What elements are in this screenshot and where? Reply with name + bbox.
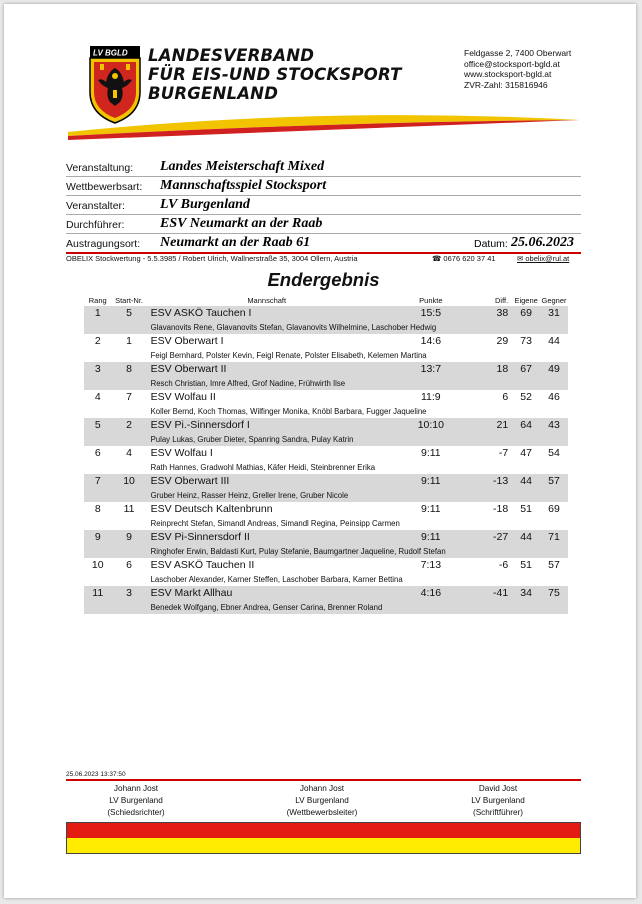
info-row bbox=[66, 177, 581, 196]
cell-start: 8 bbox=[111, 362, 146, 376]
cell-start: 9 bbox=[111, 530, 146, 544]
col-start: Start-Nr. bbox=[115, 296, 143, 305]
signature-name: David Jost bbox=[478, 784, 518, 793]
cell-diff: -6 bbox=[498, 559, 509, 571]
cell-team: ESV Oberwart I bbox=[150, 335, 224, 347]
cell-rank: 3 bbox=[84, 362, 111, 376]
empty-cell bbox=[84, 404, 147, 418]
cell-opp: 31 bbox=[540, 306, 568, 320]
players-list: Glavanovits Rene, Glavanovits Stefan, Glavanovits Wilhelmine, Laschober Hedwig bbox=[147, 320, 568, 334]
flag-yellow-stripe bbox=[67, 838, 580, 853]
cell-rank: 5 bbox=[84, 418, 111, 432]
info-row bbox=[66, 196, 581, 215]
results-table bbox=[84, 295, 568, 614]
cell-opp: 57 bbox=[540, 474, 568, 488]
cell-team: ESV Pi-Sinnersdorf II bbox=[147, 530, 387, 544]
cell-start: 1 bbox=[126, 335, 132, 347]
cell-rank: 4 bbox=[94, 391, 101, 403]
cell-start: 11 bbox=[123, 503, 135, 515]
signature-org: LV Burgenland bbox=[295, 796, 349, 805]
col-rank: Rang bbox=[88, 296, 107, 305]
cell-points: 4:16 bbox=[387, 586, 475, 600]
cell-opp: 71 bbox=[540, 530, 568, 544]
cell-points: 9:11 bbox=[420, 447, 441, 459]
cell-own: 51 bbox=[520, 559, 532, 571]
players-row bbox=[84, 600, 568, 614]
signature-referee bbox=[66, 783, 206, 819]
cell-own: 51 bbox=[520, 503, 532, 515]
players-list: Pulay Lukas, Gruber Dieter, Spanring Sandra, Pulay Katrin bbox=[147, 432, 568, 446]
contact-info bbox=[464, 48, 571, 90]
organization-name bbox=[148, 46, 402, 103]
col-points: Punkte bbox=[419, 296, 443, 305]
col-opp: Gegner bbox=[541, 296, 567, 305]
empty-cell bbox=[84, 516, 147, 530]
signature-org: LV Burgenland bbox=[109, 796, 163, 805]
cell-own: 47 bbox=[520, 447, 532, 459]
cell-rank: 10 bbox=[91, 559, 104, 571]
date-label: Datum: bbox=[474, 238, 508, 250]
players-row bbox=[84, 488, 568, 502]
cell-own: 67 bbox=[512, 362, 540, 376]
cell-diff: 6 bbox=[502, 391, 509, 403]
cell-rank: 2 bbox=[94, 335, 101, 347]
info-row bbox=[66, 234, 581, 254]
cell-start: 4 bbox=[126, 447, 132, 459]
info-label: Durchführer: bbox=[66, 219, 125, 231]
registration-number: ZVR-Zahl: 315816946 bbox=[464, 79, 548, 90]
cell-rank: 8 bbox=[94, 503, 101, 515]
cell-rank: 9 bbox=[84, 530, 111, 544]
players-row bbox=[84, 376, 568, 390]
players-row bbox=[84, 320, 568, 334]
table-row bbox=[84, 306, 568, 320]
cell-own: 44 bbox=[512, 530, 540, 544]
players-row bbox=[84, 348, 568, 362]
table-row bbox=[84, 362, 568, 376]
players-list: Ringhofer Erwin, Baldasti Kurt, Pulay Stefanie, Baumgartner Jaqueline, Rudolf Stefan bbox=[147, 544, 568, 558]
info-value: LV Burgenland bbox=[160, 197, 250, 212]
cell-opp: 43 bbox=[540, 418, 568, 432]
org-line: FÜR EIS-UND STOCKSPORT bbox=[148, 65, 402, 84]
address: Feldgasse 2, 7400 Oberwart bbox=[464, 48, 572, 58]
table-row bbox=[84, 586, 568, 600]
cell-opp: 75 bbox=[540, 586, 568, 600]
col-own: Eigene bbox=[514, 296, 538, 305]
cell-own: 52 bbox=[520, 391, 532, 403]
cell-opp: 44 bbox=[548, 335, 560, 347]
players-list: Reinprecht Stefan, Simandl Andreas, Simandl Regina, Peinsipp Carmen bbox=[150, 518, 400, 528]
cell-team: ESV Wolfau II bbox=[150, 391, 216, 403]
cell-points: 10:10 bbox=[387, 418, 475, 432]
empty-cell bbox=[84, 376, 147, 390]
cell-team: ESV ASKÖ Tauchen I bbox=[147, 306, 387, 320]
flag-red-stripe bbox=[67, 823, 580, 838]
empty-cell bbox=[84, 600, 147, 614]
empty-cell bbox=[84, 544, 147, 558]
cell-diff: -13 bbox=[475, 474, 512, 488]
cell-own: 69 bbox=[512, 306, 540, 320]
cell-own: 64 bbox=[512, 418, 540, 432]
players-list: Koller Bernd, Koch Thomas, Wilfinger Monika, Knöbl Barbara, Fugger Jaqueline bbox=[150, 406, 427, 416]
cell-own: 44 bbox=[512, 474, 540, 488]
cell-team: ESV ASKÖ Tauchen II bbox=[150, 559, 255, 571]
print-timestamp: 25.06.2023 13:37:50 bbox=[66, 771, 126, 778]
document-page bbox=[4, 4, 636, 898]
cell-rank: 6 bbox=[94, 447, 101, 459]
cell-diff: 21 bbox=[475, 418, 512, 432]
table-header-row bbox=[84, 295, 568, 306]
empty-cell bbox=[84, 320, 147, 334]
signature-role: (Schriftführer) bbox=[472, 808, 524, 817]
table-row bbox=[84, 558, 568, 572]
cell-points: 9:11 bbox=[387, 530, 475, 544]
info-value: Landes Meisterschaft Mixed bbox=[160, 159, 325, 174]
header-swoosh bbox=[64, 100, 584, 144]
table-row bbox=[84, 334, 568, 348]
date-value: 25.06.2023 bbox=[511, 235, 574, 250]
table-row bbox=[84, 502, 568, 516]
info-label: Wettbewerbsart: bbox=[66, 181, 143, 193]
info-value: Mannschaftsspiel Stocksport bbox=[160, 178, 327, 193]
cell-team: ESV Oberwart II bbox=[147, 362, 387, 376]
info-value: ESV Neumarkt an der Raab bbox=[160, 216, 323, 231]
org-line: LANDESVERBAND bbox=[148, 46, 315, 65]
burgenland-flag-bar bbox=[66, 822, 581, 854]
info-label: Veranstalter: bbox=[66, 200, 125, 212]
cell-points: 13:7 bbox=[387, 362, 475, 376]
signature-role: (Wettbewerbsleiter) bbox=[286, 808, 358, 817]
cell-start: 10 bbox=[111, 474, 146, 488]
software-line bbox=[66, 254, 581, 263]
cell-opp: 57 bbox=[548, 559, 560, 571]
cell-start: 6 bbox=[126, 559, 132, 571]
svg-text:LV BGLD: LV BGLD bbox=[93, 48, 128, 58]
cell-points: 9:11 bbox=[420, 503, 441, 515]
event-info bbox=[66, 158, 581, 254]
info-row bbox=[66, 158, 581, 177]
table-row bbox=[84, 446, 568, 460]
signature-name: Johann Jost bbox=[299, 784, 345, 793]
cell-team: ESV Pi.-Sinnersdorf I bbox=[147, 418, 387, 432]
cell-opp: 49 bbox=[540, 362, 568, 376]
cell-own: 34 bbox=[512, 586, 540, 600]
cell-start: 5 bbox=[111, 306, 146, 320]
signature-footer bbox=[66, 771, 581, 817]
signature-role: (Schiedsrichter) bbox=[107, 808, 165, 817]
players-list: Feigl Bernhard, Polster Kevin, Feigl Renate, Polster Elisabeth, Kelemen Martina bbox=[150, 350, 427, 360]
table-row bbox=[84, 418, 568, 432]
cell-opp: 46 bbox=[548, 391, 560, 403]
cell-points: 14:6 bbox=[420, 335, 442, 347]
cell-team: ESV Markt Allhau bbox=[147, 586, 387, 600]
cell-team: ESV Wolfau I bbox=[150, 447, 213, 459]
cell-diff: -7 bbox=[498, 447, 509, 459]
cell-team: ESV Oberwart III bbox=[147, 474, 387, 488]
players-row bbox=[84, 544, 568, 558]
cell-points: 7:13 bbox=[420, 559, 442, 571]
footer-divider bbox=[66, 779, 581, 781]
cell-points: 15:5 bbox=[387, 306, 475, 320]
software-email-link[interactable]: ✉ obelix@rul.at bbox=[517, 254, 570, 263]
cell-diff: 38 bbox=[475, 306, 512, 320]
results-title: Endergebnis bbox=[267, 269, 380, 290]
signature-org: LV Burgenland bbox=[471, 796, 525, 805]
info-row bbox=[66, 215, 581, 234]
players-row bbox=[84, 460, 568, 474]
players-list: Benedek Wolfgang, Ebner Andrea, Genser Carina, Brenner Roland bbox=[147, 600, 568, 614]
signature-competition-lead bbox=[252, 783, 392, 819]
phone-number: ☎ 0676 620 37 41 bbox=[432, 254, 496, 263]
signature-name: Johann Jost bbox=[113, 784, 159, 793]
empty-cell bbox=[84, 348, 147, 362]
table-row bbox=[84, 390, 568, 404]
cell-start: 7 bbox=[126, 391, 132, 403]
cell-diff: -27 bbox=[475, 530, 512, 544]
players-row bbox=[84, 516, 568, 530]
org-line: BURGENLAND bbox=[148, 84, 279, 103]
info-value: Neumarkt an der Raab 61 bbox=[160, 235, 311, 250]
players-row bbox=[84, 572, 568, 586]
cell-diff: 29 bbox=[496, 335, 509, 347]
cell-diff: -18 bbox=[493, 503, 509, 515]
info-label: Austragungsort: bbox=[66, 238, 141, 250]
players-row bbox=[84, 404, 568, 418]
email-link[interactable]: office@stocksport-bgld.at bbox=[464, 58, 560, 69]
software-credit: OBELIX Stockwertung - 5.5.3985 / Robert Ulrich, Wallnerstraße 35, 3004 Ollern, Austria bbox=[66, 254, 358, 263]
cell-rank: 11 bbox=[84, 586, 111, 600]
info-label: Veranstaltung: bbox=[66, 162, 134, 174]
players-list: Laschober Alexander, Karner Steffen, Laschober Barbara, Karner Bettina bbox=[150, 574, 403, 584]
col-team: Mannschaft bbox=[247, 296, 287, 305]
empty-cell bbox=[84, 488, 147, 502]
empty-cell bbox=[84, 572, 147, 586]
cell-team: ESV Deutsch Kaltenbrunn bbox=[150, 503, 273, 515]
cell-points: 11:9 bbox=[420, 391, 441, 403]
cell-points: 9:11 bbox=[387, 474, 475, 488]
cell-opp: 69 bbox=[548, 503, 560, 515]
cell-rank: 7 bbox=[84, 474, 111, 488]
empty-cell bbox=[84, 460, 147, 474]
table-row bbox=[84, 474, 568, 488]
col-diff: Diff. bbox=[495, 296, 509, 305]
website-link[interactable]: www.stocksport-bgld.at bbox=[464, 69, 552, 79]
players-list: Gruber Heinz, Rasser Heinz, Greller Irene, Gruber Nicole bbox=[147, 488, 568, 502]
cell-start: 3 bbox=[111, 586, 146, 600]
cell-diff: -41 bbox=[475, 586, 512, 600]
cell-opp: 54 bbox=[548, 447, 560, 459]
signature-secretary bbox=[428, 783, 568, 819]
players-row bbox=[84, 432, 568, 446]
cell-diff: 18 bbox=[475, 362, 512, 376]
empty-cell bbox=[84, 432, 147, 446]
table-row bbox=[84, 530, 568, 544]
players-list: Rath Hannes, Gradwohl Mathias, Käfer Heidi, Steinbrenner Erika bbox=[150, 462, 376, 472]
cell-start: 2 bbox=[111, 418, 146, 432]
cell-own: 73 bbox=[520, 335, 532, 347]
cell-rank: 1 bbox=[84, 306, 111, 320]
players-list: Resch Christian, Imre Alfred, Grof Nadine, Frühwirth Ilse bbox=[147, 376, 568, 390]
